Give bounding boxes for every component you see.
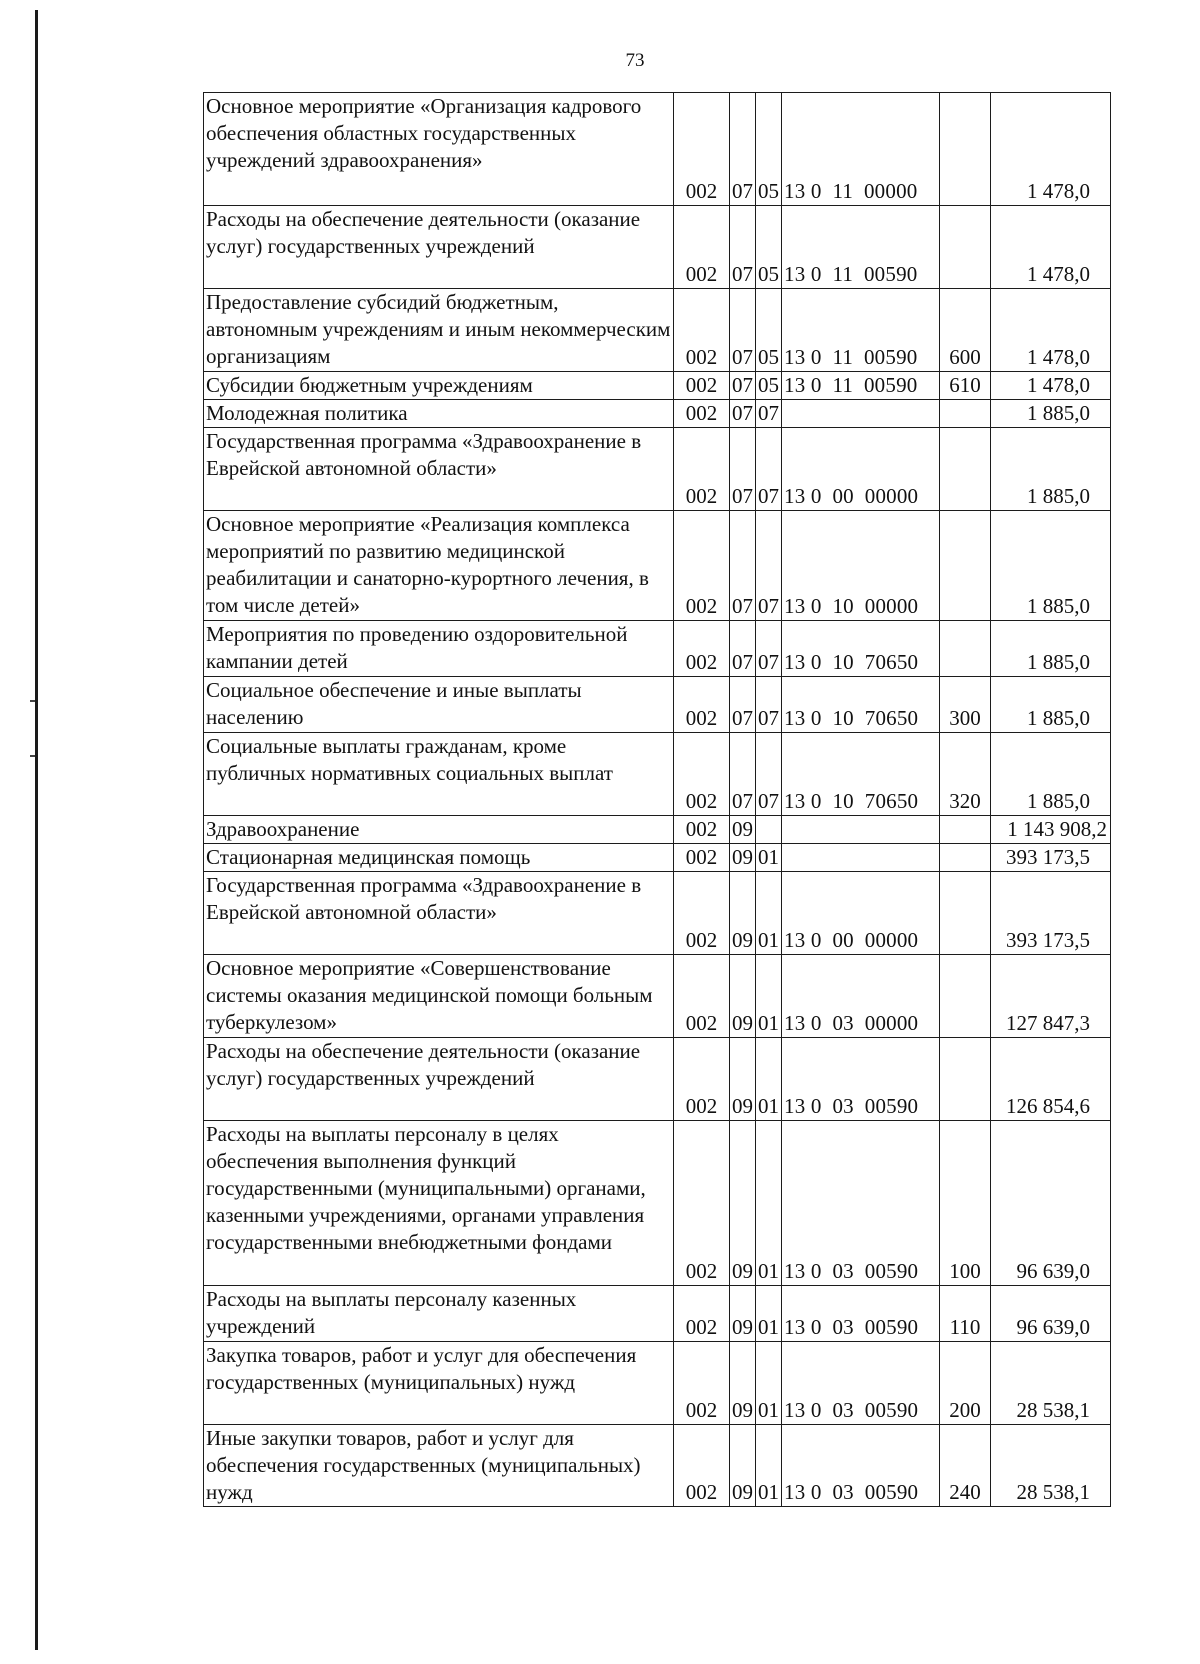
- ved-code-cell: 002: [674, 621, 730, 677]
- scan-border-line: [35, 10, 38, 1650]
- expense-type-cell: 110: [940, 1286, 991, 1342]
- scan-mark: [30, 700, 35, 702]
- table-row: [204, 677, 1111, 733]
- amount-cell: 28 538,1: [991, 1425, 1111, 1507]
- row-name-cell: Здравоохранение: [204, 816, 674, 844]
- table-row: [204, 372, 1111, 400]
- subsection-code-cell: 05: [756, 372, 782, 400]
- expense-type-cell: 600: [940, 289, 991, 372]
- subsection-code-cell: 07: [756, 733, 782, 816]
- row-name-cell: Мероприятия по проведению оздоровительной кампании детей: [204, 621, 674, 677]
- expense-type-cell: [940, 1038, 991, 1121]
- target-article-cell: [782, 400, 940, 428]
- subsection-code-cell: 07: [756, 428, 782, 511]
- ved-code-cell: 002: [674, 733, 730, 816]
- section-code-cell: 07: [730, 621, 756, 677]
- table-row: [204, 511, 1111, 621]
- table-row: [204, 1425, 1111, 1507]
- amount-cell: 1 478,0: [991, 372, 1111, 400]
- expense-type-cell: [940, 816, 991, 844]
- target-article-cell: [782, 816, 940, 844]
- row-name-cell: Социальные выплаты гражданам, кроме публичных нормативных социальных выплат: [204, 733, 674, 816]
- subsection-code-cell: 01: [756, 1425, 782, 1507]
- subsection-code-cell: 07: [756, 511, 782, 621]
- target-article-cell: [782, 844, 940, 872]
- table-row: [204, 1342, 1111, 1425]
- row-name-cell: Молодежная политика: [204, 400, 674, 428]
- row-name-cell: Расходы на выплаты персоналу в целях обеспечения выполнения функций государственными (муниципальными) органами, казенными учреждениями, органами управления государственными внебюджетными фондами: [204, 1121, 674, 1286]
- table-row: [204, 955, 1111, 1038]
- expense-type-cell: [940, 872, 991, 955]
- target-article-cell: 13 0 00 00000: [782, 428, 940, 511]
- target-article-cell: 13 0 11 00590: [782, 372, 940, 400]
- expense-type-cell: [940, 206, 991, 289]
- subsection-code-cell: 01: [756, 1286, 782, 1342]
- target-article-cell: 13 0 03 00590: [782, 1342, 940, 1425]
- section-code-cell: 09: [730, 844, 756, 872]
- row-name-cell: Расходы на выплаты персоналу казенных учреждений: [204, 1286, 674, 1342]
- section-code-cell: 07: [730, 93, 756, 206]
- expense-type-cell: 200: [940, 1342, 991, 1425]
- amount-cell: 393 173,5: [991, 844, 1111, 872]
- target-article-cell: 13 0 10 70650: [782, 733, 940, 816]
- subsection-code-cell: 01: [756, 844, 782, 872]
- amount-cell: 1 885,0: [991, 511, 1111, 621]
- table-row: [204, 621, 1111, 677]
- ved-code-cell: 002: [674, 844, 730, 872]
- amount-cell: 1 478,0: [991, 289, 1111, 372]
- amount-cell: 1 478,0: [991, 93, 1111, 206]
- section-code-cell: 07: [730, 372, 756, 400]
- target-article-cell: 13 0 03 00590: [782, 1121, 940, 1286]
- amount-cell: 1 143 908,2: [991, 816, 1111, 844]
- expense-type-cell: [940, 93, 991, 206]
- table-row: [204, 844, 1111, 872]
- row-name-cell: Государственная программа «Здравоохранение в Еврейской автономной области»: [204, 428, 674, 511]
- subsection-code-cell: 05: [756, 289, 782, 372]
- amount-cell: 1 478,0: [991, 206, 1111, 289]
- expense-type-cell: 240: [940, 1425, 991, 1507]
- target-article-cell: 13 0 11 00000: [782, 93, 940, 206]
- row-name-cell: Основное мероприятие «Организация кадрового обеспечения областных государственных учреждений здравоохранения»: [204, 93, 674, 206]
- subsection-code-cell: 05: [756, 93, 782, 206]
- expense-type-cell: [940, 955, 991, 1038]
- target-article-cell: 13 0 10 00000: [782, 511, 940, 621]
- section-code-cell: 09: [730, 872, 756, 955]
- expense-type-cell: 100: [940, 1121, 991, 1286]
- section-code-cell: 07: [730, 289, 756, 372]
- row-name-cell: Основное мероприятие «Совершенствование системы оказания медицинской помощи больным туберкулезом»: [204, 955, 674, 1038]
- ved-code-cell: 002: [674, 93, 730, 206]
- expense-type-cell: 610: [940, 372, 991, 400]
- amount-cell: 126 854,6: [991, 1038, 1111, 1121]
- target-article-cell: 13 0 11 00590: [782, 206, 940, 289]
- amount-cell: 1 885,0: [991, 677, 1111, 733]
- target-article-cell: 13 0 11 00590: [782, 289, 940, 372]
- target-article-cell: 13 0 00 00000: [782, 872, 940, 955]
- subsection-code-cell: 01: [756, 1121, 782, 1286]
- table-row: [204, 872, 1111, 955]
- subsection-code-cell: 01: [756, 1038, 782, 1121]
- row-name-cell: Иные закупки товаров, работ и услуг для обеспечения государственных (муниципальных) нужд: [204, 1425, 674, 1507]
- ved-code-cell: 002: [674, 1121, 730, 1286]
- page-number: 73: [625, 50, 645, 71]
- subsection-code-cell: 07: [756, 400, 782, 428]
- target-article-cell: 13 0 10 70650: [782, 621, 940, 677]
- expense-type-cell: [940, 511, 991, 621]
- row-name-cell: Государственная программа «Здравоохранение в Еврейской автономной области»: [204, 872, 674, 955]
- table-body: [204, 93, 1111, 1507]
- ved-code-cell: 002: [674, 1425, 730, 1507]
- section-code-cell: 07: [730, 400, 756, 428]
- target-article-cell: 13 0 03 00000: [782, 955, 940, 1038]
- table-row: [204, 206, 1111, 289]
- subsection-code-cell: 01: [756, 872, 782, 955]
- section-code-cell: 09: [730, 1286, 756, 1342]
- target-article-cell: 13 0 03 00590: [782, 1425, 940, 1507]
- expense-type-cell: [940, 400, 991, 428]
- row-name-cell: Расходы на обеспечение деятельности (оказание услуг) государственных учреждений: [204, 206, 674, 289]
- subsection-code-cell: 05: [756, 206, 782, 289]
- expense-type-cell: [940, 844, 991, 872]
- table-row: [204, 1121, 1111, 1286]
- ved-code-cell: 002: [674, 289, 730, 372]
- section-code-cell: 09: [730, 1121, 756, 1286]
- table-row: [204, 400, 1111, 428]
- table-row: [204, 1286, 1111, 1342]
- target-article-cell: 13 0 10 70650: [782, 677, 940, 733]
- subsection-code-cell: 01: [756, 955, 782, 1038]
- ved-code-cell: 002: [674, 400, 730, 428]
- table-row: [204, 93, 1111, 206]
- section-code-cell: 09: [730, 1038, 756, 1121]
- amount-cell: 96 639,0: [991, 1121, 1111, 1286]
- section-code-cell: 09: [730, 1425, 756, 1507]
- table-row: [204, 1038, 1111, 1121]
- table-row: [204, 289, 1111, 372]
- row-name-cell: Социальное обеспечение и иные выплаты населению: [204, 677, 674, 733]
- ved-code-cell: 002: [674, 1038, 730, 1121]
- amount-cell: 1 885,0: [991, 400, 1111, 428]
- amount-cell: 1 885,0: [991, 733, 1111, 816]
- subsection-code-cell: 07: [756, 677, 782, 733]
- subsection-code-cell: 07: [756, 621, 782, 677]
- target-article-cell: 13 0 03 00590: [782, 1038, 940, 1121]
- amount-cell: 96 639,0: [991, 1286, 1111, 1342]
- amount-cell: 1 885,0: [991, 621, 1111, 677]
- ved-code-cell: 002: [674, 816, 730, 844]
- expense-type-cell: 320: [940, 733, 991, 816]
- row-name-cell: Субсидии бюджетным учреждениям: [204, 372, 674, 400]
- section-code-cell: 07: [730, 511, 756, 621]
- scan-mark: [30, 755, 35, 757]
- ved-code-cell: 002: [674, 428, 730, 511]
- section-code-cell: 09: [730, 955, 756, 1038]
- table-row: [204, 733, 1111, 816]
- target-article-cell: 13 0 03 00590: [782, 1286, 940, 1342]
- section-code-cell: 07: [730, 677, 756, 733]
- row-name-cell: Основное мероприятие «Реализация комплекса мероприятий по развитию медицинской реабилитации и санаторно-курортного лечения, в том числе детей»: [204, 511, 674, 621]
- expense-type-cell: 300: [940, 677, 991, 733]
- amount-cell: 28 538,1: [991, 1342, 1111, 1425]
- ved-code-cell: 002: [674, 872, 730, 955]
- budget-table: [203, 92, 1111, 1507]
- ved-code-cell: 002: [674, 677, 730, 733]
- amount-cell: 393 173,5: [991, 872, 1111, 955]
- ved-code-cell: 002: [674, 1286, 730, 1342]
- section-code-cell: 09: [730, 816, 756, 844]
- row-name-cell: Предоставление субсидий бюджетным, автономным учреждениям и иным некоммерческим организациям: [204, 289, 674, 372]
- amount-cell: 127 847,3: [991, 955, 1111, 1038]
- expense-type-cell: [940, 621, 991, 677]
- amount-cell: 1 885,0: [991, 428, 1111, 511]
- section-code-cell: 07: [730, 733, 756, 816]
- section-code-cell: 09: [730, 1342, 756, 1425]
- table-row: [204, 428, 1111, 511]
- section-code-cell: 07: [730, 428, 756, 511]
- ved-code-cell: 002: [674, 1342, 730, 1425]
- row-name-cell: Расходы на обеспечение деятельности (оказание услуг) государственных учреждений: [204, 1038, 674, 1121]
- subsection-code-cell: 01: [756, 1342, 782, 1425]
- ved-code-cell: 002: [674, 206, 730, 289]
- ved-code-cell: 002: [674, 511, 730, 621]
- ved-code-cell: 002: [674, 372, 730, 400]
- row-name-cell: Закупка товаров, работ и услуг для обеспечения государственных (муниципальных) нужд: [204, 1342, 674, 1425]
- subsection-code-cell: [756, 816, 782, 844]
- ved-code-cell: 002: [674, 955, 730, 1038]
- row-name-cell: Стационарная медицинская помощь: [204, 844, 674, 872]
- section-code-cell: 07: [730, 206, 756, 289]
- expense-type-cell: [940, 428, 991, 511]
- table-row: [204, 816, 1111, 844]
